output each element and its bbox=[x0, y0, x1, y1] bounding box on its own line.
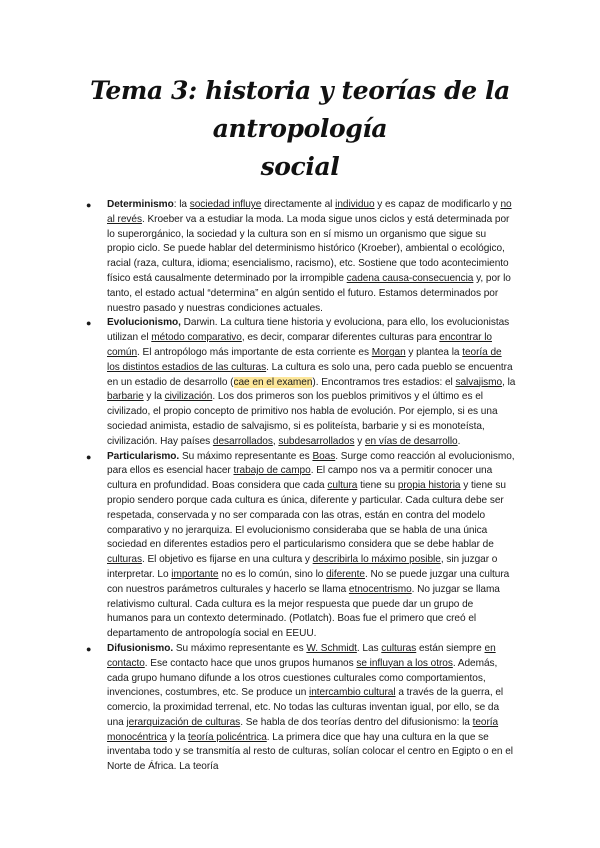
list-item bbox=[84, 198, 516, 316]
underlined-text: importante bbox=[171, 568, 219, 580]
underlined-text: Boas bbox=[312, 450, 336, 462]
underlined-text: en vías de desarrollo bbox=[364, 435, 458, 447]
body-text: y es capaz de modificarlo y bbox=[374, 199, 501, 210]
underlined-text: salvajismo bbox=[455, 376, 503, 388]
underlined-text: etnocentrismo bbox=[348, 583, 412, 595]
page-title bbox=[84, 72, 516, 186]
body-text: tiene su bbox=[357, 480, 398, 492]
underlined-text: barbarie bbox=[107, 391, 144, 403]
title-line-2: social bbox=[260, 152, 340, 181]
body-text: y bbox=[354, 435, 365, 447]
underlined-text: no al revés bbox=[107, 199, 512, 225]
term-heading: Determinismo bbox=[107, 199, 174, 210]
body-text: . La primera dice que hay una cultura en la que se inventaba todo y se transmitía al resto de culturas, solían colocar el centro en Egipto o en el Norte de África. La teoría bbox=[107, 731, 513, 773]
underlined-text: teoría policéntrica bbox=[188, 731, 267, 743]
body-text: . Se habla de dos teorías dentro del difusionismo: la bbox=[240, 716, 473, 728]
body-text: . El antropólogo más importante de esta corriente es bbox=[137, 346, 372, 358]
bullet-icon: ● bbox=[86, 643, 92, 654]
underlined-text: subdesarrollados bbox=[278, 435, 355, 447]
underlined-text: teoría monocéntrica bbox=[107, 716, 499, 743]
body-text: . No juzgar se llama relativismo cultural. Cada cultura es la mejor respuesta que puede dar un grupo de humanos para un contexto determinado. (Potlatch). Boas fue el primero que creó el departamento de antropología social en EEUU. bbox=[107, 583, 500, 640]
body-text: . El campo nos va a permitir conocer una cultura en profundidad. Boas considera que cada bbox=[107, 465, 493, 492]
body-text: . bbox=[457, 435, 461, 447]
title-line-1: Tema 3: historia y teorías de la antropología bbox=[90, 76, 510, 143]
body-text: y tiene su propio sendero porque cada cultura es única, diferente y particular. Cada cultura debe ser respetada, conservada y no ser comparada con las otras, están en contra del modelo comparativo y no jerarquiza. El evolucionismo consideraba que se habla de una única sociedad en diferentes estadios pero el particularismo considera que se debe hablar de bbox=[107, 480, 506, 551]
body-text: están siempre bbox=[416, 642, 485, 654]
underlined-text: se influyan a los otros bbox=[356, 657, 453, 669]
underlined-text: intercambio cultural bbox=[309, 687, 396, 699]
underlined-text: en contacto bbox=[107, 642, 496, 669]
list-item bbox=[84, 316, 516, 449]
underlined-text: describirla lo máximo posible bbox=[312, 554, 441, 566]
body-text: directamente al bbox=[261, 199, 336, 210]
underlined-text: jerarquización de culturas bbox=[126, 716, 241, 728]
underlined-text: W. Schmidt bbox=[306, 642, 357, 654]
body-text: y la bbox=[143, 391, 165, 403]
body-text: Darwin. La cultura tiene historia y evoluciona, para ello, los evolucionistas utilizan el bbox=[107, 317, 510, 344]
body-text: y plantea la bbox=[405, 346, 463, 358]
bullet-icon: ● bbox=[86, 451, 92, 462]
body-text: . Kroeber va a estudiar la moda. La moda sigue unos ciclos y está determinada por lo superorgánico, la sociedad y la cultura son en sí mismo un organismo que sigue su propio ciclo. Se puede hablar del determinismo histórico (Kroeber), ambiental o ecológico, racial (raza, cultura, idioma; esencialismo, racismo), etc. Sostiene que todo acontecimiento físico está causalmente determinado por la irrompible bbox=[107, 213, 510, 284]
underlined-text: cadena causa-consecuencia bbox=[346, 272, 474, 284]
topic-list bbox=[84, 198, 516, 775]
list-item bbox=[84, 450, 516, 642]
body-text: : la bbox=[173, 199, 190, 210]
body-text: Su máximo representante es bbox=[173, 642, 307, 654]
body-text: . El objetivo es fijarse en una cultura y bbox=[141, 554, 313, 566]
underlined-text: desarrollados bbox=[212, 435, 273, 447]
term-heading: Difusionismo. bbox=[107, 642, 174, 654]
underlined-text: propia historia bbox=[397, 480, 461, 492]
term-heading: Evolucionismo, bbox=[107, 317, 181, 329]
body-text: no es lo común, sino lo bbox=[218, 568, 327, 580]
underlined-text: teoría de los distintos estadios de las culturas bbox=[107, 346, 502, 373]
underlined-text: cultura bbox=[327, 480, 358, 492]
underlined-text: civilización bbox=[164, 391, 213, 403]
body-text: . Surge como reacción al evolucionismo, para ellos es esencial hacer bbox=[107, 450, 515, 477]
body-text: . Además, cada grupo humano difunde a los otros cuestiones culturales como comportamientos, invenciones, costumbres, etc. Se produce un bbox=[107, 657, 498, 699]
underlined-text: método comparativo bbox=[151, 332, 242, 344]
body-text: ). Encontramos tres estadios: el bbox=[312, 376, 456, 388]
term-heading: Particularismo. bbox=[107, 450, 180, 462]
underlined-text: diferente bbox=[326, 568, 365, 580]
body-text: , la bbox=[502, 376, 516, 388]
underlined-text: individuo bbox=[335, 199, 375, 210]
body-text: y la bbox=[167, 731, 189, 743]
underlined-text: Morgan bbox=[371, 346, 406, 358]
body-text: . No se puede juzgar una cultura con nuestros parámetros culturales y hacerlo se llama bbox=[107, 568, 510, 595]
body-text: y, por lo tanto, el estado actual “determina” en algún sentido el futuro. Estamos determinados por nuestro pasado y nuestras condiciones actuales. bbox=[107, 272, 511, 314]
highlighted-text: cae en el examen bbox=[233, 376, 313, 388]
body-text: , bbox=[272, 435, 279, 447]
underlined-text: encontrar lo común bbox=[107, 332, 492, 358]
underlined-text: culturas bbox=[107, 554, 142, 566]
body-text: . Los dos primeros son los pueblos primitivos y el último es el civilizado, el propio concepto de primitivo nos habla de evolución. Por ejemplo, si es una sociedad animista, estadio de salvajismo, si es politeísta, barbarie y si es monoteísta, civilización. Hay países bbox=[107, 391, 498, 447]
body-text: . Las bbox=[356, 642, 382, 654]
bullet-icon: ● bbox=[86, 200, 92, 210]
body-text: a través de la guerra, el comercio, la proximidad terrenal, etc. No todas las culturas inventan igual, por ello, se da una bbox=[107, 687, 504, 728]
underlined-text: sociedad influye bbox=[189, 199, 262, 210]
body-text: . Ese contacto hace que unos grupos humanos bbox=[144, 657, 357, 669]
underlined-text: trabajo de campo bbox=[233, 465, 311, 477]
body-text: Su máximo representante es bbox=[179, 450, 313, 462]
list-item bbox=[84, 642, 516, 775]
bullet-icon: ● bbox=[86, 318, 92, 329]
body-text: , sin juzgar o interpretar. Lo bbox=[107, 554, 498, 580]
underlined-text: culturas bbox=[381, 642, 417, 654]
body-text: , es decir, comparar diferentes culturas para bbox=[241, 332, 440, 344]
body-text: . La cultura es solo una, pero cada pueblo se encuentra en un estadio de desarrollo ( bbox=[107, 361, 513, 388]
